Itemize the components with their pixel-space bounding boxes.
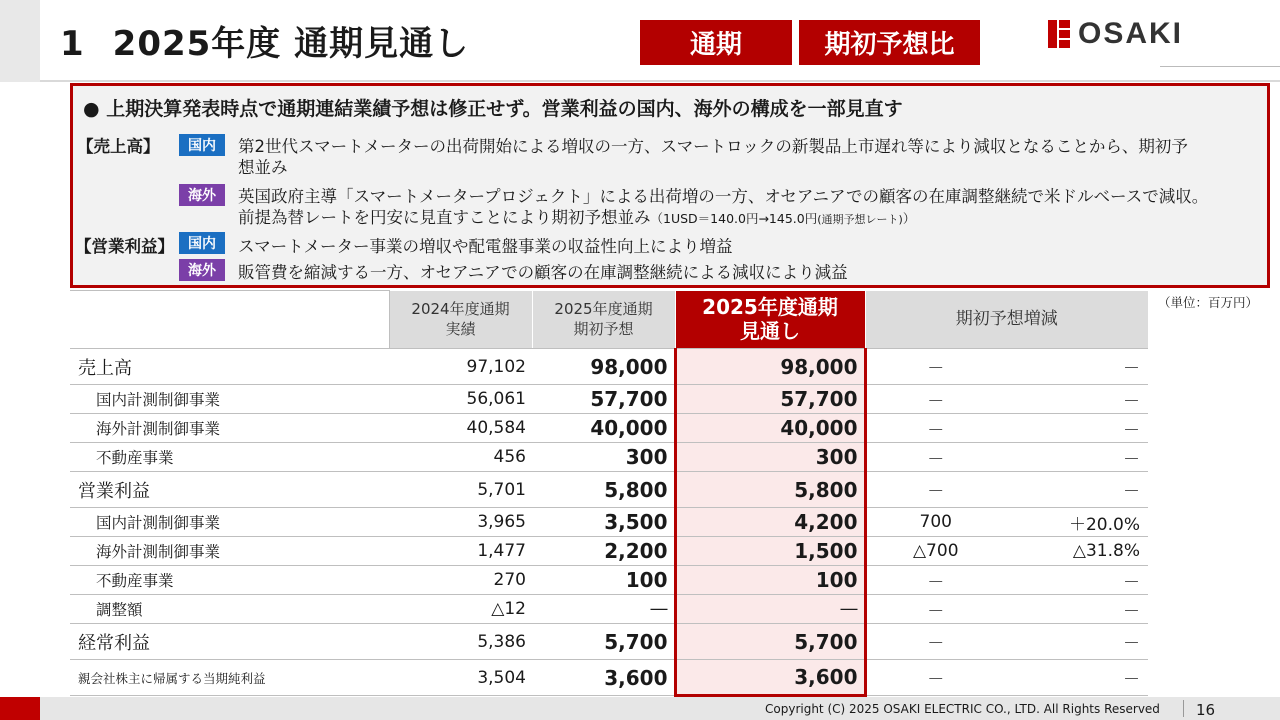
cell-forecast: 100 — [675, 566, 865, 595]
table-row — [70, 537, 1148, 566]
header-fy2024 — [389, 291, 532, 349]
table-row — [70, 349, 1148, 385]
logo-mark-icon — [1048, 20, 1070, 48]
cell-fy2024: 1,477 — [389, 537, 532, 566]
cell-pct: ＋20.0% — [1005, 508, 1148, 537]
title-text: 2025年度 通期見通し — [112, 24, 470, 64]
tag-vs-initial: 期初予想比 — [799, 20, 980, 65]
forecast-table — [70, 290, 1148, 697]
cell-initial: 98,000 — [532, 349, 675, 385]
badge-overseas: 海外 — [179, 184, 225, 206]
cell-fy2024: 97,102 — [389, 349, 532, 385]
fx-rate-note: (通期予想レート) — [817, 213, 903, 226]
header-divider — [40, 80, 1280, 82]
op-overseas-text: 販管費を縮減する一方、オセアニアでの顧客の在庫調整継続による減収により減益 — [238, 263, 848, 282]
cell-initial: 40,000 — [532, 414, 675, 443]
cell-pct: － — [1005, 414, 1148, 443]
cell-diff: － — [865, 472, 1005, 508]
cell-pct: － — [1005, 349, 1148, 385]
fx-rate: （1USD＝140.0円→145.0円 — [650, 211, 818, 226]
cell-forecast: 5,700 — [675, 624, 865, 660]
cell-diff: 700 — [865, 508, 1005, 537]
summary-headline: ● 上期決算発表時点で通期連結業績予想は修正せず。営業利益の国内、海外の構成を一部見直す — [83, 98, 903, 120]
unit-label: （単位：百万円） — [1158, 295, 1259, 310]
row-label: 不動産事業 — [70, 566, 389, 595]
cell-initial: 57,700 — [532, 385, 675, 414]
badge-domestic: 国内 — [179, 134, 225, 156]
cell-fy2024: 3,504 — [389, 660, 532, 696]
cell-initial: 3,600 — [532, 660, 675, 696]
row-label: 調整額 — [70, 595, 389, 624]
fx-rate-end: ） — [902, 211, 916, 226]
cell-fy2024: 270 — [389, 566, 532, 595]
table-row — [70, 508, 1148, 537]
cell-diff: － — [865, 349, 1005, 385]
op-label: 【営業利益】 — [75, 237, 174, 256]
page-separator — [1183, 700, 1184, 717]
cell-fy2024: 56,061 — [389, 385, 532, 414]
cell-forecast: 300 — [675, 443, 865, 472]
summary-box — [70, 83, 1270, 288]
row-label: 国内計測制御事業 — [70, 385, 389, 414]
cell-fy2024: △12 — [389, 595, 532, 624]
cell-pct: － — [1005, 624, 1148, 660]
cell-forecast: 3,600 — [675, 660, 865, 696]
op-domestic-text: スマートメーター事業の増収や配電盤事業の収益性向上により増益 — [238, 237, 733, 256]
header-initial-line2: 期初予想 — [573, 320, 634, 339]
sales-domestic-text-2: 想並み — [238, 158, 288, 177]
cell-initial: 100 — [532, 566, 675, 595]
cell-pct: △31.8% — [1005, 537, 1148, 566]
footer-accent — [0, 697, 40, 720]
sales-overseas-text-1: 英国政府主導「スマートメータープロジェクト」による出荷増の一方、オセアニアでの顧客の在庫調整継続で米ドルベースで減収。 — [238, 187, 1209, 206]
cell-fy2024: 5,386 — [389, 624, 532, 660]
table-row — [70, 414, 1148, 443]
header-initial-line1: 2025年度通期 — [554, 300, 653, 319]
header-forecast — [675, 291, 865, 349]
cell-initial: ― — [532, 595, 675, 624]
cell-pct: － — [1005, 443, 1148, 472]
table-row — [70, 443, 1148, 472]
table-row — [70, 624, 1148, 660]
cell-forecast: 40,000 — [675, 414, 865, 443]
cell-fy2024: 456 — [389, 443, 532, 472]
page-title — [60, 16, 469, 65]
header-forecast-line2: 見通し — [740, 319, 800, 344]
sales-overseas-text-2 — [238, 204, 915, 228]
row-label: 経常利益 — [70, 624, 389, 660]
cell-pct: － — [1005, 566, 1148, 595]
cell-forecast: 1,500 — [675, 537, 865, 566]
badge-overseas-op: 海外 — [179, 259, 225, 281]
table-row — [70, 660, 1148, 696]
cell-initial: 5,800 — [532, 472, 675, 508]
header-accent — [0, 0, 40, 82]
table-row — [70, 385, 1148, 414]
header-divider-short — [1160, 66, 1280, 67]
row-label: 親会社株主に帰属する当期純利益 — [70, 660, 389, 696]
cell-diff: － — [865, 595, 1005, 624]
cell-forecast: 5,800 — [675, 472, 865, 508]
cell-initial: 3,500 — [532, 508, 675, 537]
section-number: 1 — [60, 24, 85, 64]
copyright: Copyright (C) 2025 OSAKI ELECTRIC CO., LTD. All Rights Reserved — [765, 702, 1160, 716]
row-label: 海外計測制御事業 — [70, 537, 389, 566]
row-label: 国内計測制御事業 — [70, 508, 389, 537]
cell-diff: － — [865, 624, 1005, 660]
header-fy2024-line2: 実績 — [445, 320, 476, 339]
cell-pct: － — [1005, 472, 1148, 508]
cell-pct: － — [1005, 385, 1148, 414]
table-row — [70, 595, 1148, 624]
header-initial — [532, 291, 675, 349]
cell-initial: 300 — [532, 443, 675, 472]
cell-diff: － — [865, 566, 1005, 595]
sales-overseas-text-2a: 前提為替レートを円安に見直すことにより期初予想並み — [238, 208, 651, 227]
cell-forecast: 57,700 — [675, 385, 865, 414]
company-logo — [1048, 16, 1183, 52]
cell-fy2024: 3,965 — [389, 508, 532, 537]
row-label: 海外計測制御事業 — [70, 414, 389, 443]
cell-pct: － — [1005, 595, 1148, 624]
table-header-row — [70, 291, 1148, 349]
cell-initial: 5,700 — [532, 624, 675, 660]
badge-domestic-op: 国内 — [179, 232, 225, 254]
cell-forecast: 98,000 — [675, 349, 865, 385]
row-label: 売上高 — [70, 349, 389, 385]
cell-forecast: ― — [675, 595, 865, 624]
sales-label: 【売上高】 — [77, 137, 160, 156]
table-row — [70, 472, 1148, 508]
logo-text: OSAKI — [1078, 17, 1184, 50]
header-forecast-line1: 2025年度通期 — [702, 295, 838, 320]
page-number: 16 — [1196, 701, 1216, 719]
header-blank — [70, 291, 389, 349]
cell-diff: △700 — [865, 537, 1005, 566]
cell-forecast: 4,200 — [675, 508, 865, 537]
tag-full-year: 通期 — [640, 20, 792, 65]
cell-diff: － — [865, 443, 1005, 472]
cell-fy2024: 40,584 — [389, 414, 532, 443]
cell-fy2024: 5,701 — [389, 472, 532, 508]
cell-diff: － — [865, 414, 1005, 443]
header-diff: 期初予想増減 — [865, 291, 1148, 349]
row-label: 営業利益 — [70, 472, 389, 508]
sales-domestic-text-1: 第2世代スマートメーターの出荷開始による増収の一方、スマートロックの新製品上市遅れ等により減収となることから、期初予 — [238, 137, 1188, 156]
cell-initial: 2,200 — [532, 537, 675, 566]
table-row — [70, 566, 1148, 595]
cell-diff: － — [865, 660, 1005, 696]
row-label: 不動産事業 — [70, 443, 389, 472]
cell-diff: － — [865, 385, 1005, 414]
header-fy2024-line1: 2024年度通期 — [411, 300, 510, 319]
cell-pct: － — [1005, 660, 1148, 696]
